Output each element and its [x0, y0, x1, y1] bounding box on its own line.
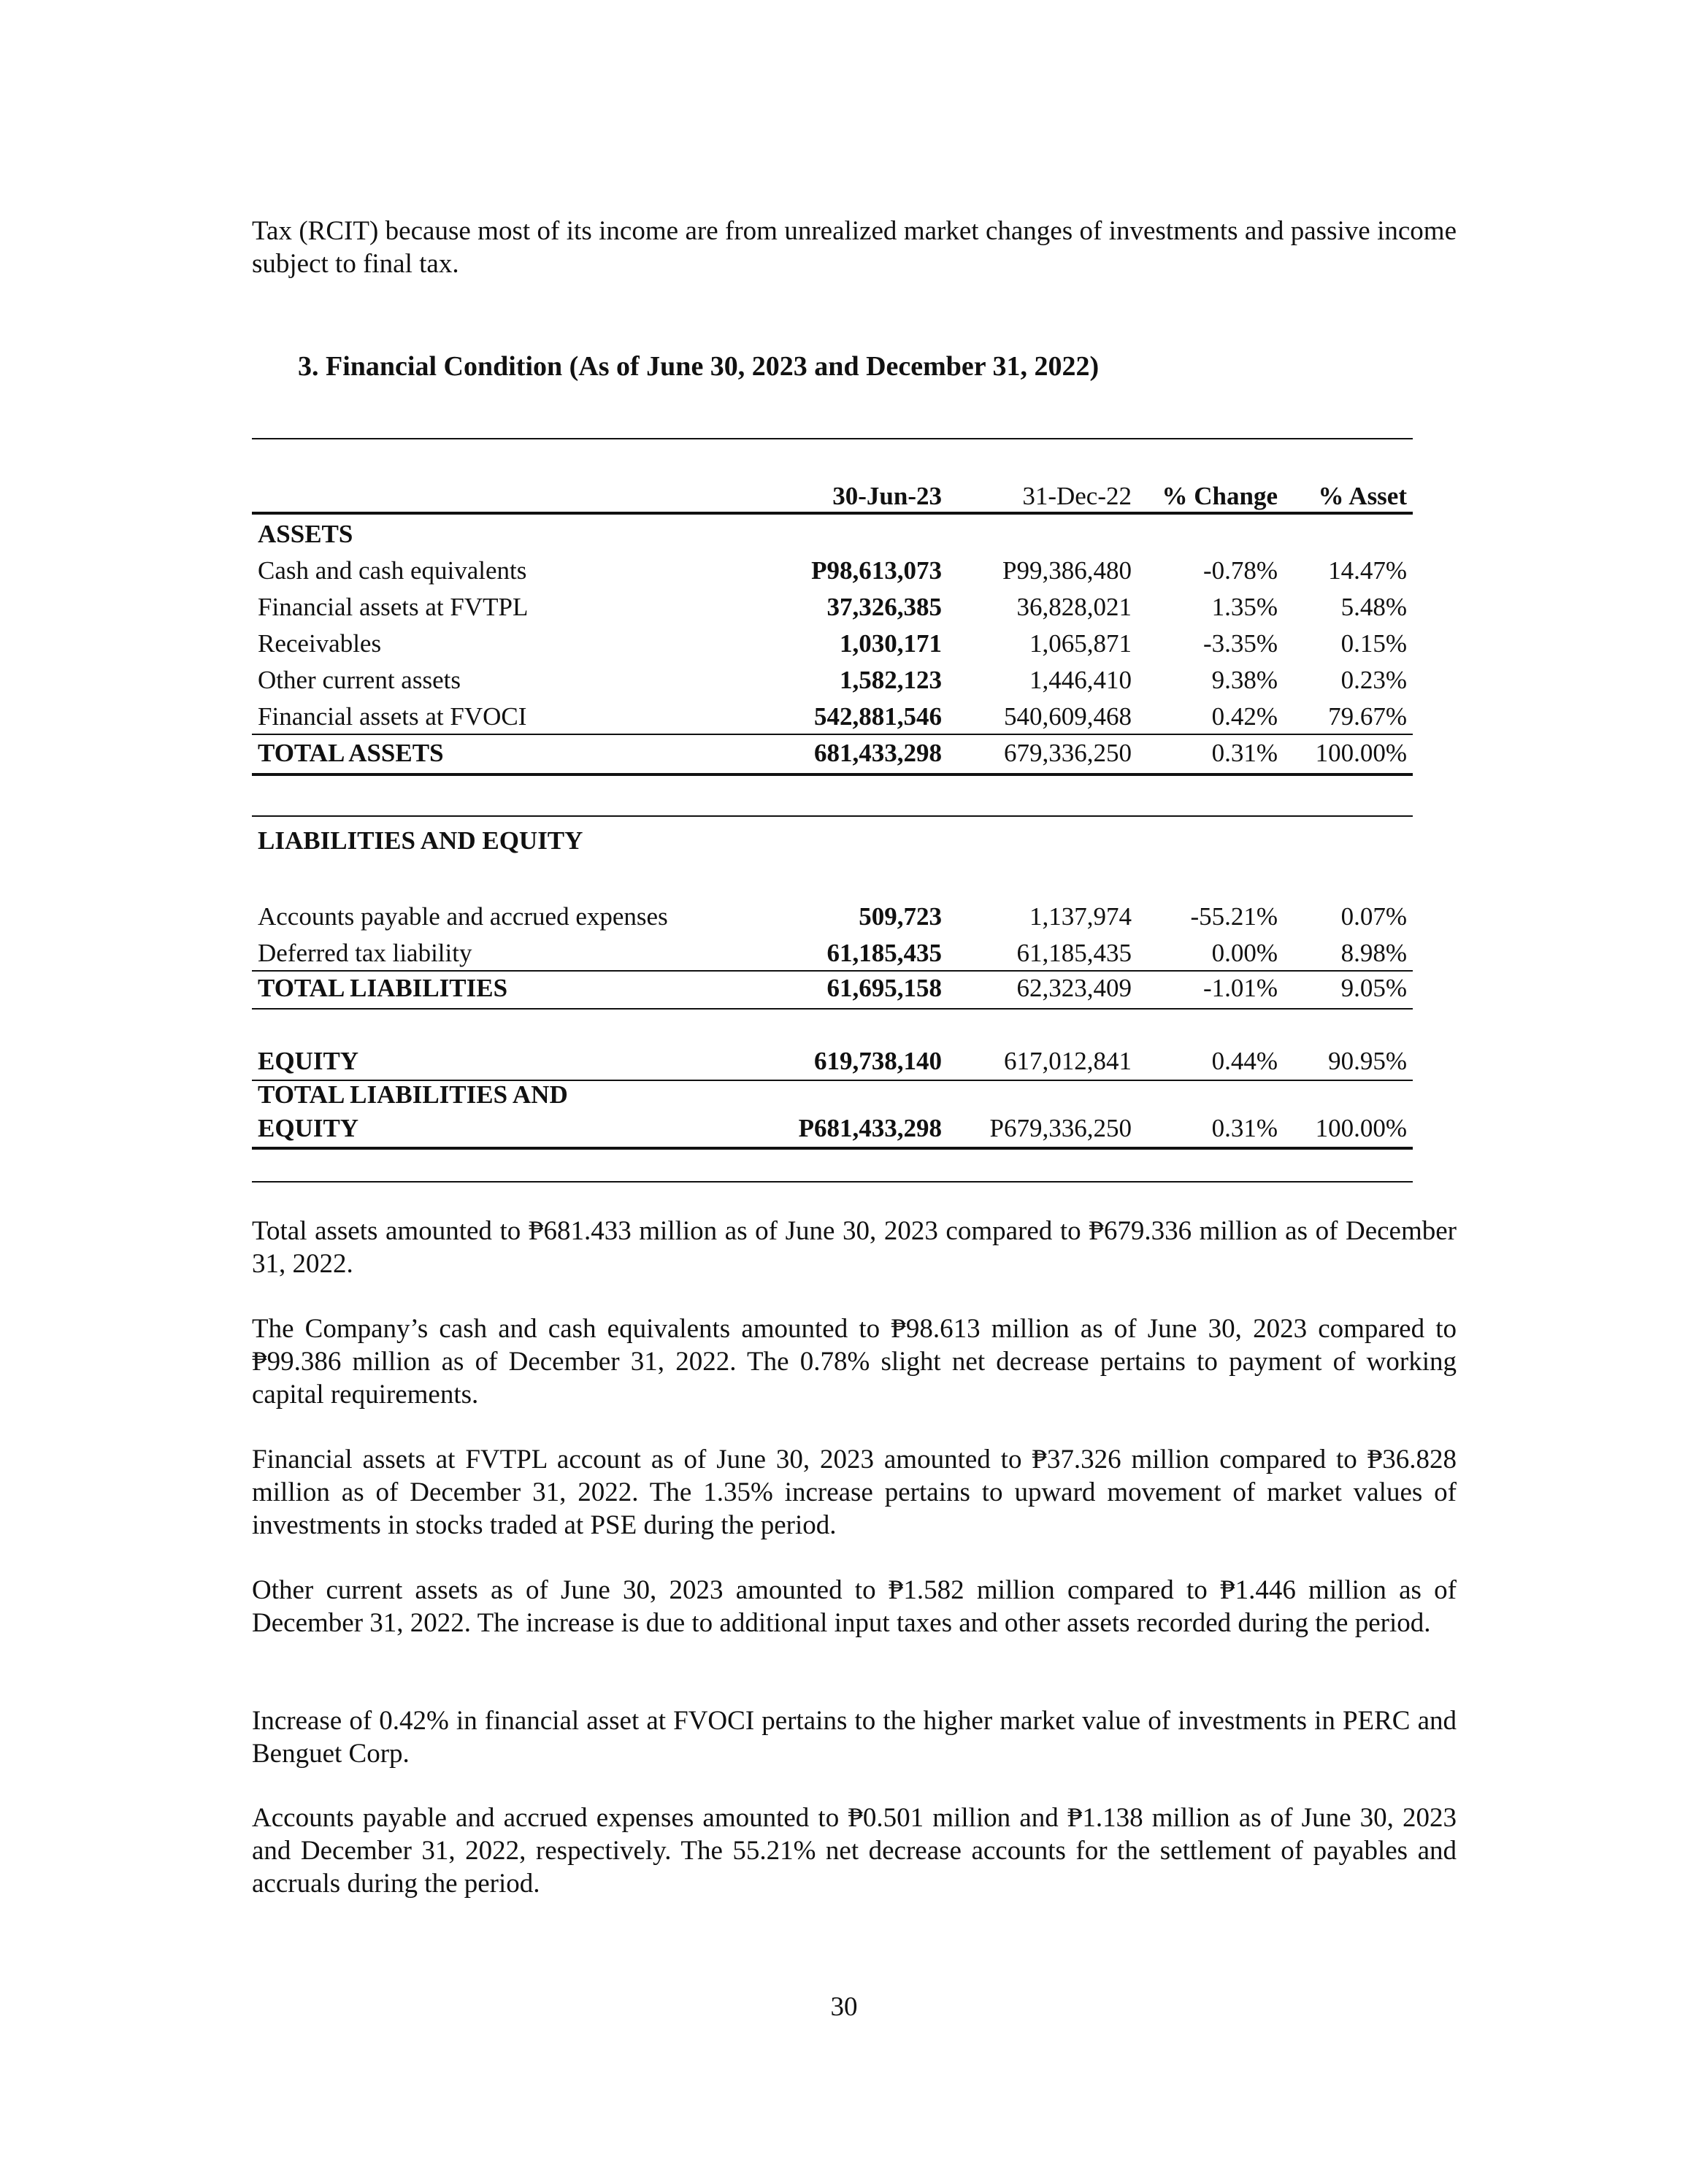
row-dec22: 1,065,871: [1029, 629, 1132, 658]
paragraph-total-assets: Total assets amounted to ₱681.433 million as of June 30, 2023 compared to ₱679.336 million as of December 31, 2022.: [252, 1216, 1457, 1279]
liab-eq-title: LIABILITIES AND EQUITY: [258, 826, 583, 855]
row-label-line1: TOTAL LIABILITIES AND: [258, 1080, 568, 1109]
row-dec22: 617,012,841: [1004, 1047, 1132, 1075]
row-change: -0.78%: [1202, 556, 1278, 585]
row-label: TOTAL ASSETS: [258, 739, 444, 767]
row-dec22: 1,137,974: [1029, 902, 1132, 931]
total-liab-equity-row: [252, 1110, 1413, 1147]
row-label: TOTAL LIABILITIES: [258, 974, 508, 1002]
row-dec22: P99,386,480: [1002, 556, 1132, 585]
table-row: [252, 699, 1413, 735]
row-change: -1.01%: [1202, 974, 1278, 1002]
row-asset: 8.98%: [1340, 939, 1407, 967]
total-liabilities-underline: [252, 1008, 1413, 1010]
liabilities-section-rule: [252, 815, 1413, 817]
total-assets-row: [252, 735, 1413, 772]
row-dec22: 540,609,468: [1004, 702, 1132, 731]
row-change: 0.42%: [1211, 702, 1278, 731]
total-liab-equity-label-row: [252, 1077, 1413, 1113]
row-dec22: P679,336,250: [989, 1114, 1132, 1142]
liab-eq-title-row: [252, 823, 1413, 859]
table-row: [252, 662, 1413, 699]
row-asset: 100.00%: [1315, 1114, 1407, 1142]
row-label: Cash and cash equivalents: [258, 556, 527, 585]
table-header-row: [252, 478, 1413, 515]
row-label-line2: EQUITY: [258, 1114, 359, 1142]
row-asset: 9.05%: [1340, 974, 1407, 1002]
intro-paragraph: Tax (RCIT) because most of its income are from unrealized market changes of investments and passive income subject to final tax.: [252, 216, 1457, 279]
row-label: Other current assets: [258, 666, 461, 694]
grand-total-double-rule: [252, 1147, 1413, 1150]
row-change: 1.35%: [1211, 593, 1278, 621]
header-underline: [252, 512, 1413, 515]
table-top-rule: [252, 438, 1413, 439]
header-dec22: 31-Dec-22: [1022, 482, 1132, 510]
row-dec22: 679,336,250: [1004, 739, 1132, 767]
header-asset: % Asset: [1318, 482, 1407, 510]
row-change: 0.44%: [1211, 1047, 1278, 1075]
row-change: -55.21%: [1190, 902, 1278, 931]
row-label: EQUITY: [258, 1047, 359, 1075]
row-jun23: 1,030,171: [840, 629, 942, 658]
paragraph-fvtpl: Financial assets at FVTPL account as of June 30, 2023 amounted to ₱37.326 million compared to ₱36.828 million as of December 31, 2022. The 1.35% increase pertains to upward movement of market values of investments in stocks traded at PSE during the period.: [252, 1445, 1457, 1540]
row-asset: 0.07%: [1340, 902, 1407, 931]
row-label: Financial assets at FVOCI: [258, 702, 527, 731]
paragraph-cash: The Company’s cash and cash equivalents amounted to ₱98.613 million as of June 30, 2023 compared to ₱99.386 million as of December 31, 2022. The 0.78% slight net decrease pertains to payment of working capital requirements.: [252, 1314, 1457, 1410]
equity-row: [252, 1043, 1413, 1080]
row-asset: 5.48%: [1340, 593, 1407, 621]
row-jun23: 509,723: [859, 902, 942, 931]
total-liabilities-row: [252, 970, 1413, 1007]
row-asset: 14.47%: [1328, 556, 1407, 585]
assets-title-row: [252, 516, 1413, 553]
row-dec22: 62,323,409: [1016, 974, 1132, 1002]
row-change: 0.31%: [1211, 739, 1278, 767]
table-row: [252, 626, 1413, 662]
row-jun23: 37,326,385: [826, 593, 942, 621]
row-dec22: 1,446,410: [1029, 666, 1132, 694]
row-change: 9.38%: [1211, 666, 1278, 694]
row-jun23: P681,433,298: [798, 1114, 942, 1142]
row-change: -3.35%: [1202, 629, 1278, 658]
header-change: % Change: [1162, 482, 1278, 510]
row-label: Financial assets at FVTPL: [258, 593, 529, 621]
row-asset: 100.00%: [1315, 739, 1407, 767]
row-asset: 90.95%: [1328, 1047, 1407, 1075]
table-row: [252, 589, 1413, 626]
row-jun23: 619,738,140: [814, 1047, 942, 1075]
paragraph-other-current: Other current assets as of June 30, 2023 amounted to ₱1.582 million compared to ₱1.446 million as of December 31, 2022. The increase is due to additional input taxes and other assets recorded during the period.: [252, 1575, 1457, 1638]
total-assets-double-rule: [252, 773, 1413, 776]
section-heading: 3. Financial Condition (As of June 30, 2023 and December 31, 2022): [298, 351, 1100, 382]
row-asset: 0.15%: [1340, 629, 1407, 658]
table-row: [252, 899, 1413, 935]
row-dec22: 61,185,435: [1016, 939, 1132, 967]
row-label: Deferred tax liability: [258, 939, 472, 967]
header-jun23: 30-Jun-23: [832, 482, 942, 510]
assets-title: ASSETS: [258, 520, 353, 548]
row-jun23: 542,881,546: [814, 702, 942, 731]
row-asset: 79.67%: [1328, 702, 1407, 731]
row-change: 0.31%: [1211, 1114, 1278, 1142]
row-asset: 0.23%: [1340, 666, 1407, 694]
row-jun23: 681,433,298: [814, 739, 942, 767]
row-jun23: 61,695,158: [826, 974, 942, 1002]
row-label: Receivables: [258, 629, 382, 658]
row-dec22: 36,828,021: [1016, 593, 1132, 621]
row-label: Accounts payable and accrued expenses: [258, 902, 668, 931]
row-jun23: 61,185,435: [826, 939, 942, 967]
table-bottom-rule: [252, 1181, 1413, 1183]
paragraph-fvoci: Increase of 0.42% in financial asset at FVOCI pertains to the higher market value of investments in PERC and Benguet Corp.: [252, 1706, 1457, 1769]
row-jun23: P98,613,073: [811, 556, 942, 585]
row-jun23: 1,582,123: [840, 666, 942, 694]
row-change: 0.00%: [1211, 939, 1278, 967]
page-number: 30: [830, 1992, 858, 2022]
table-row: [252, 553, 1413, 589]
table-row: [252, 935, 1413, 972]
paragraph-payables: Accounts payable and accrued expenses amounted to ₱0.501 million and ₱1.138 million as of June 30, 2023 and December 31, 2022, respectively. The 55.21% net decrease accounts for the settlement of payables and accruals during the period.: [252, 1803, 1457, 1899]
